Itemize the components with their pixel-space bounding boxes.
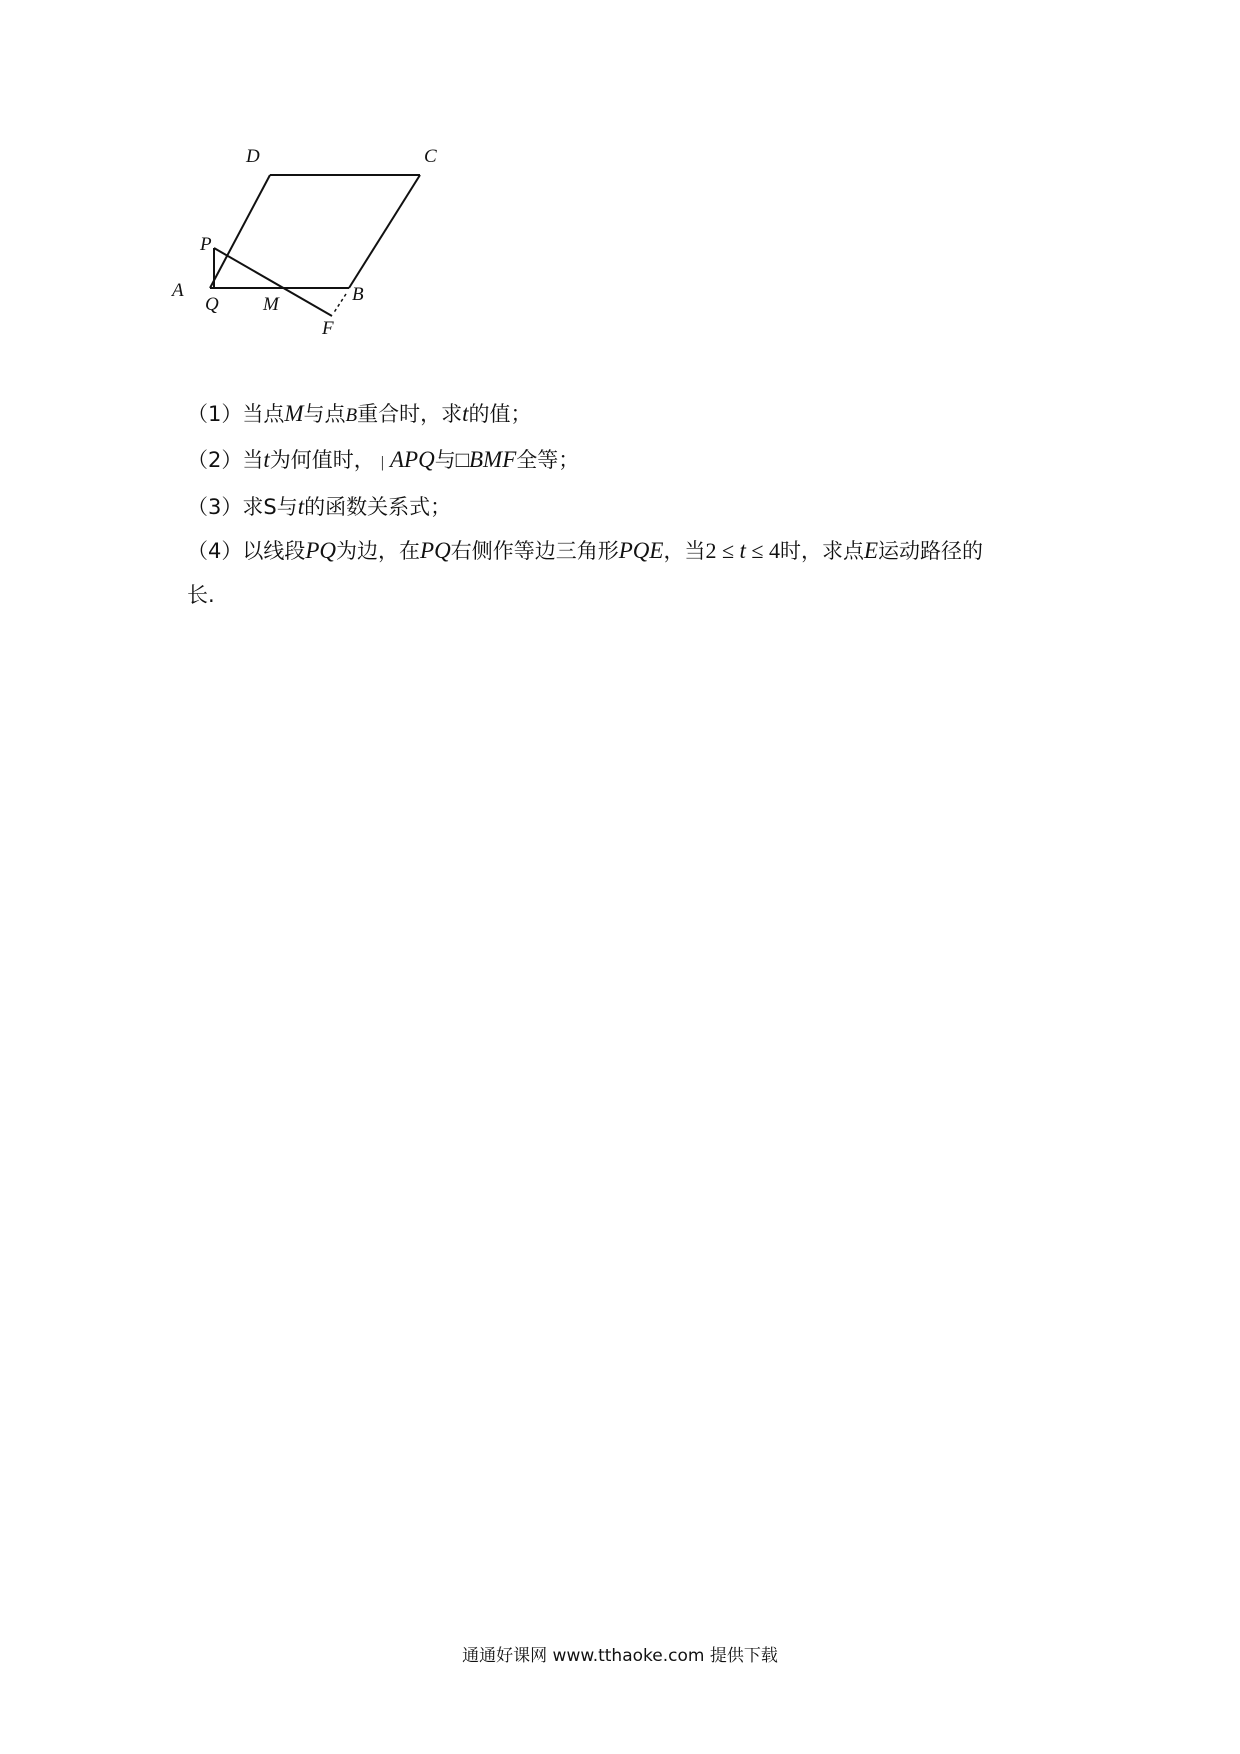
- parallelogram-figure: [172, 146, 530, 380]
- q2-symbol-2: □: [455, 447, 469, 472]
- label-d: D: [246, 146, 260, 167]
- q1-text-1: 当点: [242, 402, 285, 426]
- q1-math-2: B: [345, 405, 358, 426]
- q2-number: （2）: [187, 448, 243, 472]
- q2-math-2: APQ: [389, 447, 435, 472]
- question-4-continuation: 长.: [187, 583, 215, 607]
- q4-number: （4）: [187, 539, 243, 563]
- q3-math-1: t: [297, 494, 305, 519]
- q2-text-3: 与: [434, 448, 456, 472]
- label-p: P: [200, 234, 212, 255]
- q4-math-2: PQ: [420, 538, 451, 563]
- q4-inequality-right: ≤ 4: [745, 538, 780, 563]
- question-3: [187, 485, 1067, 529]
- q1-math-3: t: [462, 401, 469, 426]
- q2-text-4: 全等；: [516, 448, 580, 472]
- q1-text-2: 与点: [303, 402, 346, 426]
- q2-text-2: 为何值时，: [269, 448, 375, 472]
- q4-text-3: 右侧作等边三角形: [450, 539, 619, 563]
- q1-text-4: 的值；: [468, 402, 532, 426]
- q2-math-3: BMF: [468, 447, 517, 472]
- q2-text-1: 当: [242, 448, 264, 472]
- q4-math-1: PQ: [305, 538, 337, 563]
- q4-text-2: 为边，在: [336, 539, 421, 563]
- label-b: B: [352, 284, 364, 305]
- q1-math-1: M: [284, 401, 304, 426]
- question-list: [187, 392, 1067, 617]
- segment-bf-dashed: [333, 294, 346, 314]
- question-1: [187, 392, 1067, 438]
- side-cb: [349, 175, 420, 288]
- q4-inequality-var: t: [739, 538, 746, 563]
- label-q: Q: [205, 294, 219, 315]
- q3-text-1: 求S与: [242, 495, 298, 519]
- label-f: F: [322, 318, 334, 339]
- q1-text-3: 重合时，求: [357, 402, 463, 426]
- q4-inequality-left: 2 ≤: [705, 538, 740, 563]
- q4-text-6: 运动路径的: [878, 539, 984, 563]
- label-c: C: [424, 146, 437, 167]
- label-m: M: [263, 294, 279, 315]
- q3-text-2: 的函数关系式；: [304, 495, 452, 519]
- q3-number: （3）: [187, 495, 243, 519]
- q1-number: （1）: [187, 402, 243, 426]
- geometry-diagram: [172, 146, 530, 380]
- q4-text-4: ，当: [663, 539, 706, 563]
- q4-math-3: PQE: [618, 538, 664, 563]
- question-2: [187, 438, 1067, 485]
- q2-math-1: t: [263, 447, 270, 472]
- q4-math-4: E: [863, 538, 879, 563]
- page-footer: 通通好课网 www.tthaoke.com 提供下载: [462, 1646, 778, 1666]
- label-a: A: [172, 280, 184, 301]
- question-4: [187, 529, 1067, 573]
- side-ad: [210, 175, 270, 288]
- q2-symbol-1: |: [380, 454, 384, 471]
- q4-text-1: 以线段: [242, 539, 306, 563]
- q4-text-5: 时，求点: [779, 539, 864, 563]
